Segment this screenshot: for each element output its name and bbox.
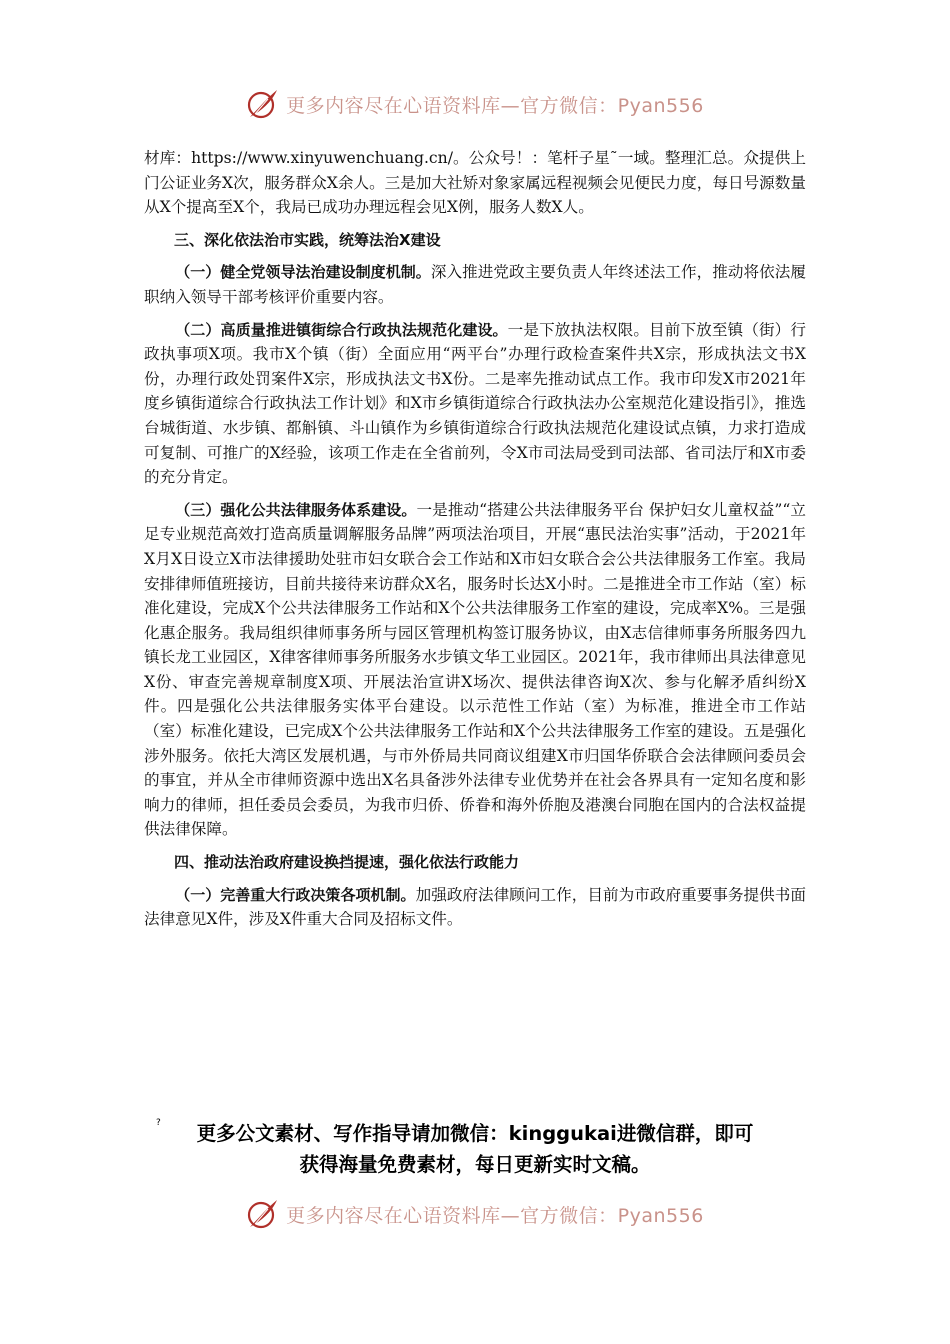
promo-line-1: 更多公文素材、写作指导请加微信：kinggukai进微信群，即可 [196,1122,754,1145]
quill-logo-icon [246,1197,280,1231]
paragraph-item-3 [144,498,806,842]
paragraph-body: 一是推动“搭建公共法律服务平台 保护妇女儿童权益”“立足专业规范高效打造高质量调解服务品牌”两项法治项目，开展“惠民法治实事”活动，于2021年X月X日设立X市法律援助处驻市妇女联合会工作站和X市妇女联合会公共法律服务工作室。我局安排律师值班接访，目前共接待来访群众X名，服务时长达X小时。二是推进全市工作站（室）标准化建设，完成X个公共法律服务工作站和X个公共法律服务工作室的建设，完成率X%。三是强化惠企服务。我局组织律师事务所与园区管理机构签订服务协议，由X志信律师事务所服务四九镇长龙工业园区，X律客律师事务所服务水步镇文华工业园区。2021年，我市律师出具法律意见X份、审查完善规章制度X项、开展法治宣讲X场次、提供法律咨询X次、参与化解矛盾纠纷X件。四是强化公共法律服务实体平台建设。以示范性工作站（室）为标准，推进全市工作站（室）标准化建设，已完成X个公共法律服务工作站和X个公共法律服务工作室的建设。五是强化涉外服务。依托大湾区发展机遇，与市外侨局共同商议组建X市归国华侨联合会法律顾问委员会的事宜，并从全市律师资源中选出X名具备涉外法律专业优势并在社会各界具有一定知名度和影响力的律师，担任委员会委员，为我市归侨、侨眷和海外侨胞及港澳台同胞在国内的合法权益提供法律保障。 [144,500,806,839]
paragraph-item-2 [144,318,806,490]
paragraph-body: 加强政府法律顾问工作，目前为市政府重要事务提供书面法律意见X件，涉及X件重大合同及招标文件。 [144,885,806,929]
document-body [144,146,806,940]
paragraph-lead: （二）高质量推进镇街综合行政执法规范化建设。 [175,320,508,339]
promo-notice [120,1118,830,1180]
promo-line-2: 获得海量免费素材，每日更新实时文稿。 [299,1153,651,1176]
paragraph-item-1 [144,260,806,309]
watermark-footer [0,1194,950,1234]
section-heading-4: 四、推动法治政府建设换挡提速，强化依法行政能力 [174,853,520,872]
paragraph-body: 深入推进党政主要负责人年终述法工作，推动将依法履职纳入领导干部考核评价重要内容。 [144,263,806,306]
quill-logo-icon [246,87,280,121]
paragraph-lead: （一）健全党领导法治建设制度机制。 [175,263,431,282]
paragraph-continued: 材库：https://www.xinyuwenchuang.cn/。公众号！：笔杆子星˜一域。整理汇总。众提供上门公证业务X次，服务群众X余人。三是加大社矫对象家属远程视频会见便民力度，每日号源数量从X个提高至X个，我局已成功办理远程会见X例，服务人数X人。 [144,149,806,217]
watermark-text: 更多内容尽在心语资料库—官方微信：Pyan556 [286,1204,704,1227]
promo-marker: ? [156,1118,161,1128]
paragraph-lead: （一）完善重大行政决策各项机制。 [175,885,416,904]
paragraph-item-4 [144,883,806,932]
watermark-text: 更多内容尽在心语资料库—官方微信：Pyan556 [286,94,704,117]
paragraph-lead: （三）强化公共法律服务体系建设。 [175,500,417,519]
section-heading-3: 三、深化依法治市实践，统筹法治X建设 [174,230,441,249]
paragraph-body: 一是下放执法权限。目前下放至镇（街）行政执事项X项。我市X个镇（街）全面应用“两平台”办理行政检查案件共X宗，形成执法文书X份，办理行政处罚案件X宗，形成执法文书X份。二是率先推动试点工作。我市印发X市2021年度乡镇街道综合行政执法工作计划》和X市乡镇街道综合行政执法办公室规范化建设指引》，推选台城街道、水步镇、都斛镇、斗山镇作为乡镇街道综合行政执法规范化建设试点镇，力求打造成可复制、可推广的X经验，该项工作走在全省前列，令X市司法局受到司法部、省司法厅和X市委的充分肯定。 [144,320,806,487]
watermark-header [0,84,950,124]
